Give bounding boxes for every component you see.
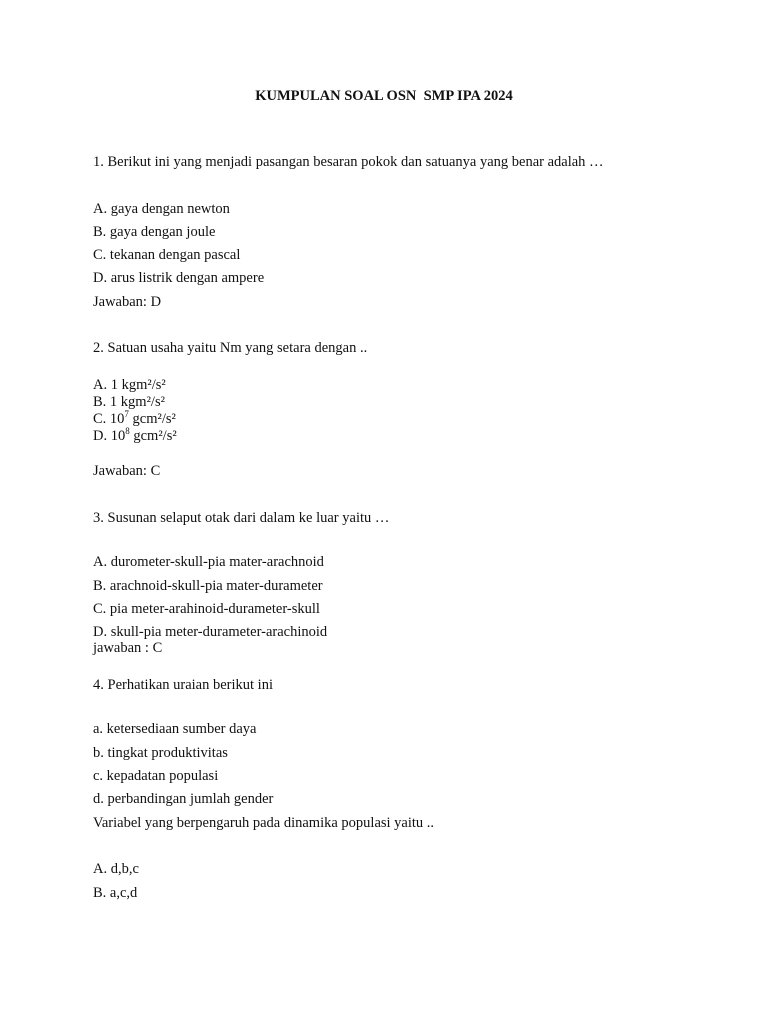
q1-answer: Jawaban: D — [93, 294, 162, 310]
q2-option-d: D. $10^8$ gcm²/s² — [93, 426, 177, 444]
q2-option-a: A. 1 kgm²/s² — [93, 377, 166, 393]
q4-item-c: c. kepadatan populasi — [93, 768, 219, 784]
q3-option-b: B. arachnoid-skull-pia mater-durameter — [93, 578, 323, 594]
q3-option-a: A. durometer-skull-pia mater-arachnoid — [93, 554, 324, 570]
q2-answer: Jawaban: C — [93, 463, 161, 479]
q1-option-a: A. gaya dengan newton — [93, 201, 230, 217]
q3-answer: jawaban : C — [93, 640, 163, 656]
q3-option-d: D. skull-pia meter-durameter-arachinoid — [93, 624, 328, 640]
q4-item-a: a. ketersediaan sumber daya — [93, 721, 257, 737]
q4-item-d: d. perbandingan jumlah gender — [93, 791, 274, 807]
q4-prompt: Variabel yang berpengaruh pada dinamika populasi yaitu .. — [93, 815, 435, 831]
q2-option-c: C. $10^7$ gcm²/s² — [93, 409, 176, 427]
document-title: KUMPULAN SOAL OSN SMP IPA 2024 — [255, 88, 513, 104]
q2-option-b: B. 1 kgm²/s² — [93, 394, 165, 410]
question-2: 2. Satuan usaha yaitu Nm yang setara dengan .. — [93, 340, 368, 356]
question-4: 4. Perhatikan uraian berikut ini — [93, 677, 273, 693]
q3-option-c: C. pia meter-arahinoid-durameter-skull — [93, 601, 320, 617]
question-1: 1. Berikut ini yang menjadi pasangan besaran pokok dan satuanya yang benar adalah … — [93, 154, 604, 170]
q4-item-b: b. tingkat produktivitas — [93, 745, 228, 761]
q1-option-c: C. tekanan dengan pascal — [93, 247, 241, 263]
question-3: 3. Susunan selaput otak dari dalam ke luar yaitu … — [93, 510, 390, 526]
q1-option-d: D. arus listrik dengan ampere — [93, 270, 265, 286]
q1-option-b: B. gaya dengan joule — [93, 224, 216, 240]
q4-option-b: B. a,c,d — [93, 885, 138, 901]
q4-option-a: A. d,b,c — [93, 861, 139, 877]
